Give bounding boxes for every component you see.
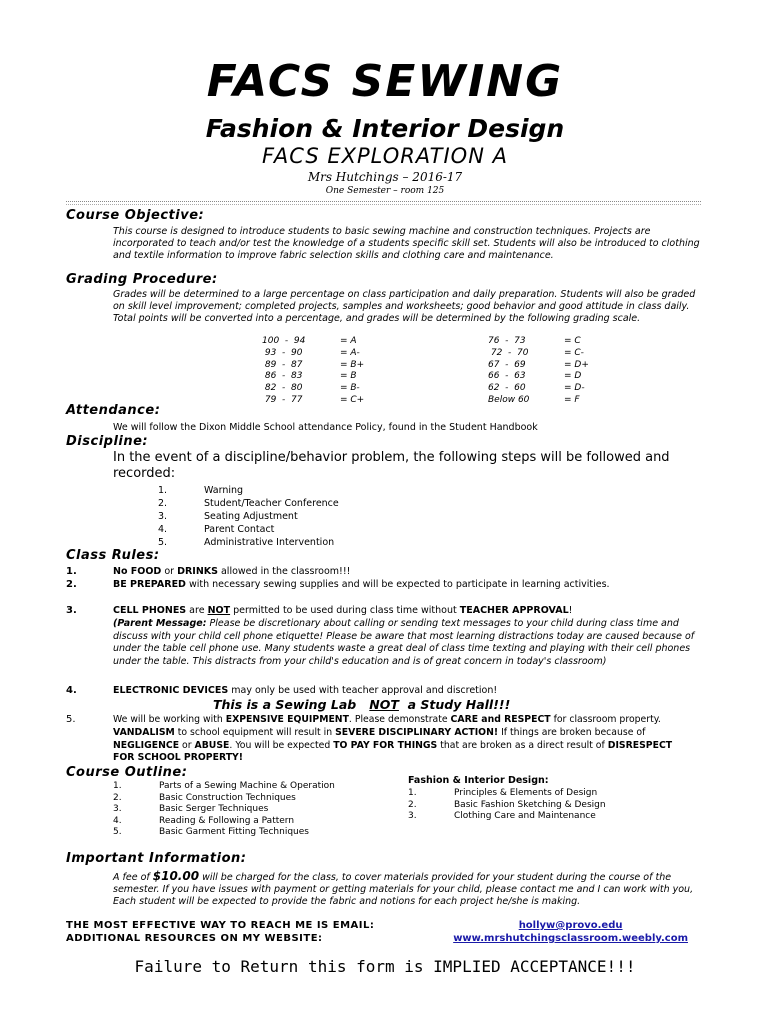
divider [66,201,701,202]
rule-1: No FOOD or DRINKS allowed in the classroom!!! [113,566,351,577]
attendance-text: We will follow the Dixon Middle School attendance Policy, found in the Student Handbook [113,422,538,433]
grade-row: 62 - 60 = D- [488,383,585,394]
rule-number: 5. [66,714,76,725]
grade-scale-right [488,336,589,407]
grade-row: 93 - 90 = A- [262,347,360,358]
discipline-heading: Discipline: [66,434,149,449]
grade-row: 82 - 80 = B- [262,383,360,394]
grade-row: Below 60 = F [488,394,580,405]
contact-labels [66,919,374,945]
page-title: FACS SEWING [206,56,564,107]
rule-number: 3. [66,605,77,616]
grading-heading: Grading Procedure: [66,272,218,287]
fashion-list [408,788,606,823]
objective-text: This course is designed to introduce students to basic sewing machine and construction techniques. Projects are incorporated to teach and/or test the knowledge of a students specific skill set. Students will also be introduced to clothing and textile information to improve fabric selection skills and clothing care and maintenance. [113,226,700,261]
page-subtitle: Fashion & Interior Design [205,114,565,143]
discipline-steps [158,484,339,549]
grade-row: 66 - 63 = D [488,371,582,382]
attendance-heading: Attendance: [66,403,161,418]
room-line: One Semester – room 125 [325,186,445,196]
email-label: THE MOST EFFECTIVE WAY TO REACH ME IS EMAIL: [66,920,375,931]
grade-row: 100 - 94 = A [262,336,357,346]
list-item: 3. Clothing Care and Maintenance [408,811,596,821]
outline-heading: Course Outline: [66,765,188,780]
list-item: 5. Basic Garment Fitting Techniques [113,827,309,837]
rules-heading: Class Rules: [66,548,160,563]
grade-row: 86 - 83 = B [262,371,357,382]
rule-5: We will be working with EXPENSIVE EQUIPMENT. Please demonstrate CARE and RESPECT for classroom property. VANDALISM to school equipment will result in SEVERE DISCIPLINARY ACTION! If things are broken because of NEGLIGENCE or ABUSE. You will be expected TO PAY FOR THINGS that are broken as a direct result of DISRESPECT FOR SCHOOL PROPERTY! [113,714,673,764]
acceptance-notice: Failure to Return this form is IMPLIED ACCEPTANCE!!! [134,957,636,976]
grade-row: 89 - 87 = B+ [262,359,365,370]
list-item: 5. Administrative Intervention [158,537,335,548]
website-link[interactable]: www.mrshutchingsclassroom.weebly.com [453,933,688,944]
rule-number: 1. [66,566,77,577]
grading-text: Grades will be determined to a large percentage on class participation and daily preparation. Students will also be graded on skill level improvement; completed projects, samples and worksheets; good behavior and good attitude in class daily. Total points will be converted into a percentage, and grades will be determined by the following grading scale. [113,289,696,324]
outline-list [113,781,335,839]
divider [66,204,701,205]
rule-2: BE PREPARED with necessary sewing supplies and will be expected to participate in learning activities. [113,579,610,590]
discipline-text: In the event of a discipline/behavior problem, the following steps will be followed and recorded: [113,450,670,481]
important-text: A fee of $10.00 will be charged for the class, to cover materials provided for your student during the course of the semester. If you have issues with payment or getting materials for your child, please contact me and I can work with you, Each student will be expected to provide the fabric and notions for each project he/she is making. [113,869,694,907]
rule-number: 2. [66,579,77,590]
list-item: 2. Basic Fashion Sketching & Design [408,799,606,810]
list-item: 4. Parent Contact [158,524,275,535]
important-heading: Important Information: [66,851,247,866]
email-link[interactable]: hollyw@provo.edu [518,920,623,931]
grade-row: 76 - 73 = C [488,336,581,346]
grade-row: 72 - 70 = C- [488,347,584,358]
website-label: ADDITIONAL RESOURCES ON MY WEBSITE: [66,933,323,944]
list-item: 1. Parts of a Sewing Machine & Operation [113,781,335,791]
grade-row: 79 - 77 = C+ [262,394,365,405]
teacher-line: Mrs Hutchings – 2016-17 [307,170,463,184]
list-item: 2. Student/Teacher Conference [158,498,339,509]
fashion-heading: Fashion & Interior Design: [408,775,549,786]
objective-heading: Course Objective: [66,208,205,223]
course-name: FACS EXPLORATION A [262,144,508,168]
grade-row: 67 - 69 = D+ [488,359,589,370]
list-item: 2. Basic Construction Techniques [113,792,296,803]
list-item: 1. Warning [158,485,244,496]
list-item: 3. Seating Adjustment [158,511,298,522]
lab-notice: This is a Sewing Lab NOT a Study Hall!!! [213,697,511,712]
rule-4: ELECTRONIC DEVICES may only be used with teacher approval and discretion! [113,685,498,696]
contact-links [453,919,688,945]
rule-3: CELL PHONES are NOT permitted to be used during class time without TEACHER APPROVAL! (Parent Message: Please be discretionary about calling or sending text messages to your child during class time and discuss with your child cell phone etiquette! Please be aware that most learning distractions today are caused because of under the table cell phone use. Many students waste a great deal of class time texting and playing with their cell phones under the table. This distracts from your child's education and is of great concern in today's classroom) [113,605,695,668]
list-item: 1. Principles & Elements of Design [408,788,598,798]
list-item: 4. Reading & Following a Pattern [113,815,295,826]
rule-number: 4. [66,685,77,696]
list-item: 3. Basic Serger Techniques [113,804,269,814]
grade-scale-left [262,336,364,407]
